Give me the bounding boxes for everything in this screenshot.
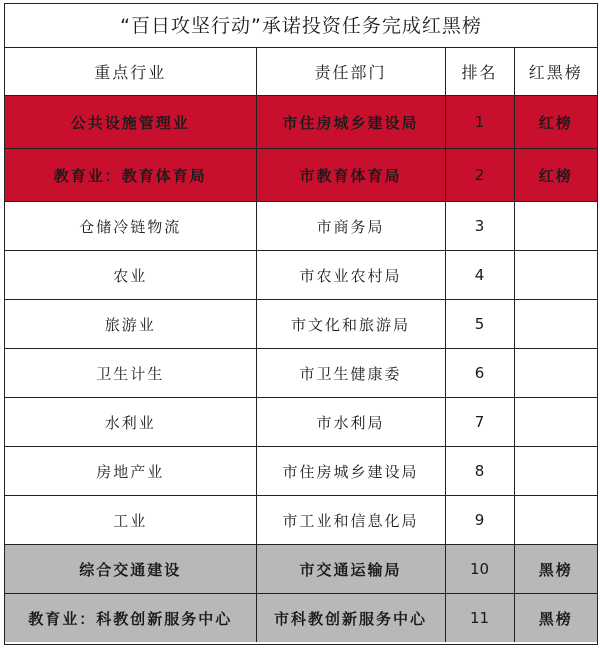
cell-department: 市交通运输局 <box>256 545 445 594</box>
cell-industry: 综合交通建设 <box>5 545 256 594</box>
cell-rank: 10 <box>445 545 514 594</box>
cell-industry: 房地产业 <box>5 447 256 496</box>
cell-rank: 11 <box>445 594 514 643</box>
cell-list <box>514 398 597 447</box>
cell-department: 市卫生健康委 <box>256 349 445 398</box>
header-list: 红黑榜 <box>514 48 597 96</box>
table-row <box>5 202 597 251</box>
cell-industry: 教育业：科教创新服务中心 <box>5 594 256 643</box>
table-row <box>5 496 597 545</box>
cell-industry: 卫生计生 <box>5 349 256 398</box>
cell-rank: 6 <box>445 349 514 398</box>
cell-list <box>514 300 597 349</box>
cell-department: 市水利局 <box>256 398 445 447</box>
header-department: 责任部门 <box>256 48 445 96</box>
table-row <box>5 149 597 202</box>
cell-industry: 教育业：教育体育局 <box>5 149 256 202</box>
cell-department: 市住房城乡建设局 <box>256 96 445 149</box>
cell-rank: 3 <box>445 202 514 251</box>
cell-list <box>514 447 597 496</box>
cell-list <box>514 349 597 398</box>
cell-rank: 5 <box>445 300 514 349</box>
cell-list <box>514 251 597 300</box>
table-row <box>5 594 597 643</box>
header-rank: 排名 <box>445 48 514 96</box>
cell-rank: 7 <box>445 398 514 447</box>
table-row <box>5 300 597 349</box>
cell-rank: 8 <box>445 447 514 496</box>
cell-rank: 2 <box>445 149 514 202</box>
cell-department: 市住房城乡建设局 <box>256 447 445 496</box>
cell-industry: 旅游业 <box>5 300 256 349</box>
cell-department: 市商务局 <box>256 202 445 251</box>
cell-department: 市教育体育局 <box>256 149 445 202</box>
table-row <box>5 545 597 594</box>
cell-department: 市文化和旅游局 <box>256 300 445 349</box>
table-row <box>5 251 597 300</box>
table-row <box>5 398 597 447</box>
ranking-table <box>5 48 597 642</box>
cell-list: 红榜 <box>514 149 597 202</box>
header-row <box>5 48 597 96</box>
header-industry: 重点行业 <box>5 48 256 96</box>
cell-rank: 1 <box>445 96 514 149</box>
cell-rank: 4 <box>445 251 514 300</box>
cell-department: 市农业农村局 <box>256 251 445 300</box>
table-row <box>5 349 597 398</box>
cell-list: 红榜 <box>514 96 597 149</box>
cell-industry: 公共设施管理业 <box>5 96 256 149</box>
table-row <box>5 447 597 496</box>
cell-list: 黑榜 <box>514 545 597 594</box>
ranking-sheet <box>4 3 598 645</box>
cell-department: 市科教创新服务中心 <box>256 594 445 643</box>
cell-industry: 农业 <box>5 251 256 300</box>
table-row <box>5 96 597 149</box>
cell-list: 黑榜 <box>514 594 597 643</box>
cell-industry: 仓储冷链物流 <box>5 202 256 251</box>
table-title: “百日攻坚行动”承诺投资任务完成红黑榜 <box>5 4 597 48</box>
cell-rank: 9 <box>445 496 514 545</box>
cell-list <box>514 496 597 545</box>
cell-industry: 水利业 <box>5 398 256 447</box>
cell-industry: 工业 <box>5 496 256 545</box>
cell-department: 市工业和信息化局 <box>256 496 445 545</box>
cell-list <box>514 202 597 251</box>
